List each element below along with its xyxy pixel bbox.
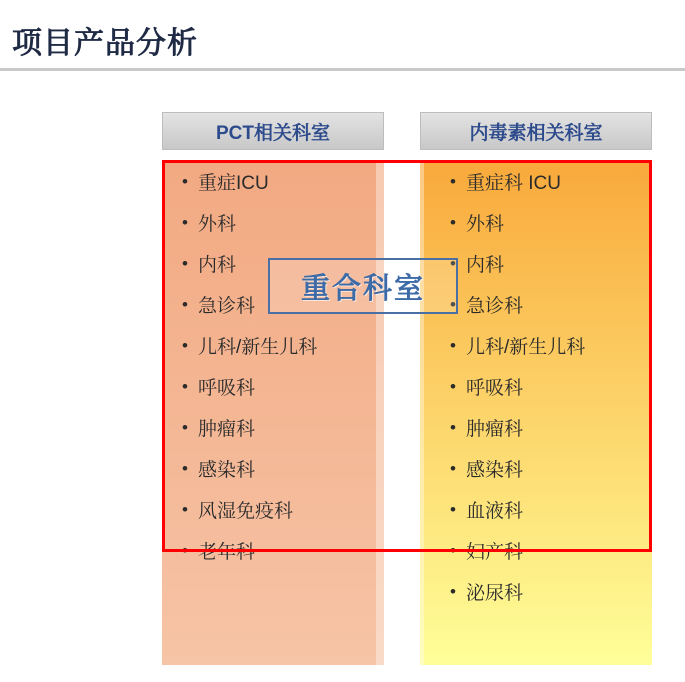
column-header-endotoxin — [420, 112, 652, 150]
list-item: • 重症科 ICU — [450, 174, 652, 193]
column-header-endotoxin-label: 内毒素相关科室 — [469, 122, 603, 144]
column-header-pct-label: PCT相关科室 — [215, 122, 330, 144]
list-item: • 内科 — [450, 256, 652, 275]
list-item: • 内科 — [182, 256, 384, 275]
overlap-callout-box — [268, 258, 458, 314]
overlap-callout-label: 重合科室 — [300, 272, 425, 305]
list-item: • 风湿免疫科 — [182, 502, 384, 521]
column-header-pct — [162, 112, 384, 150]
list-item: • 泌尿科 — [450, 584, 652, 603]
list-item: • 儿科/新生儿科 — [182, 338, 384, 357]
dept-list-endotoxin — [420, 160, 652, 603]
list-item: • 妇产科 — [450, 543, 652, 562]
list-item: • 急诊科 — [182, 297, 384, 316]
list-item: • 呼吸科 — [182, 379, 384, 398]
list-item: • 重症ICU — [182, 174, 384, 193]
list-item: • 感染科 — [450, 461, 652, 480]
page-title: 项目产品分析 — [12, 27, 198, 60]
overlap-tint-band — [376, 160, 424, 665]
list-item: • 急诊科 — [450, 297, 652, 316]
list-item: • 儿科/新生儿科 — [450, 338, 652, 357]
column-pct — [162, 160, 384, 665]
dept-list-pct — [162, 160, 384, 562]
list-item: • 外科 — [182, 215, 384, 234]
list-item: • 肿瘤科 — [182, 420, 384, 439]
list-item: • 血液科 — [450, 502, 652, 521]
list-item: • 感染科 — [182, 461, 384, 480]
list-item: • 肿瘤科 — [450, 420, 652, 439]
title-divider — [0, 68, 685, 71]
list-item: • 外科 — [450, 215, 652, 234]
list-item: • 老年科 — [182, 543, 384, 562]
list-item: • 呼吸科 — [450, 379, 652, 398]
column-endotoxin — [420, 160, 652, 665]
